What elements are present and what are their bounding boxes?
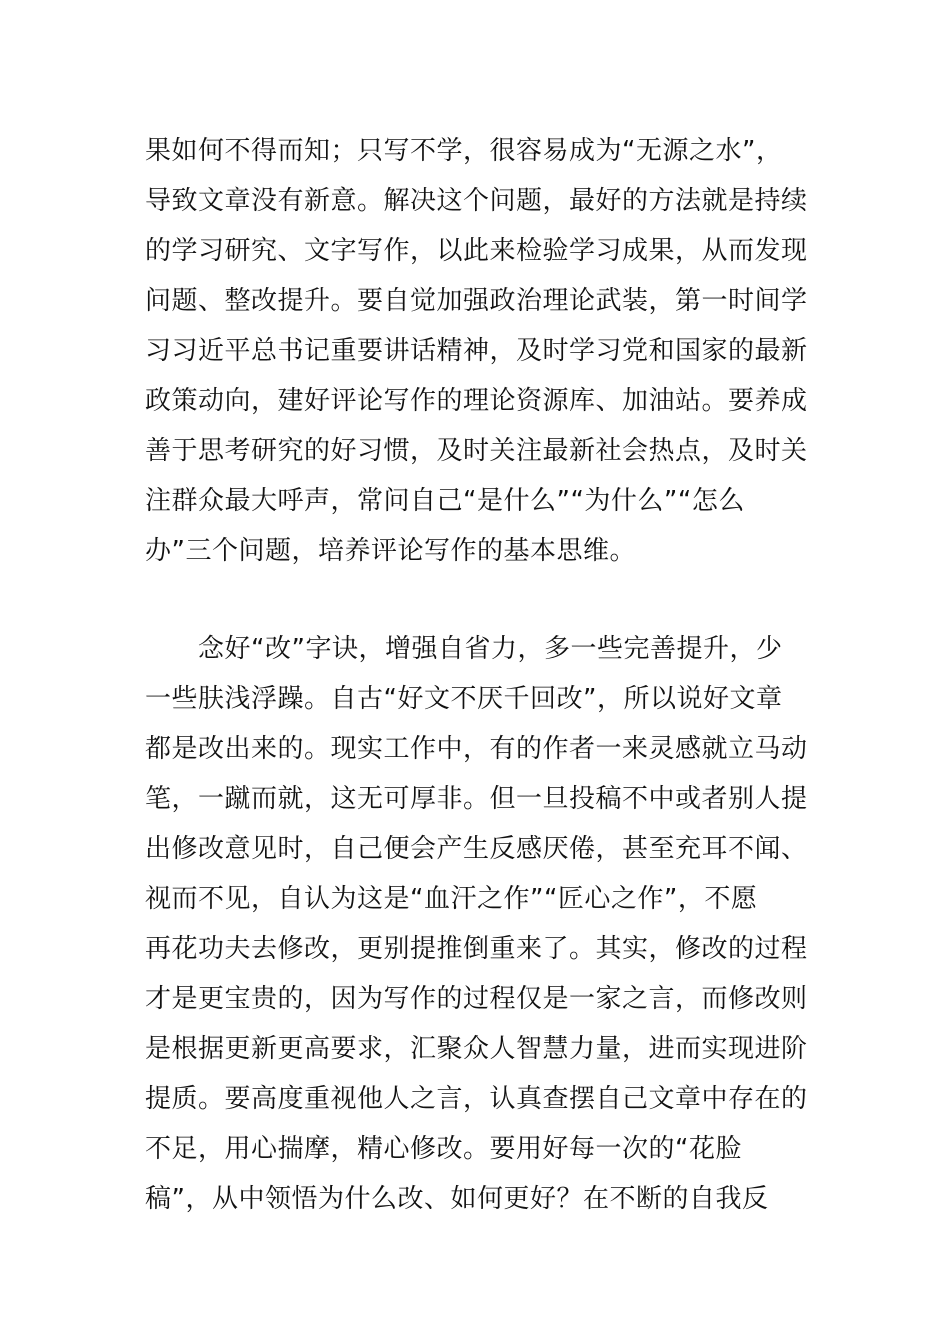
paragraph-line: 念好“改”字诀，增强自省力，多一些完善提升，少	[145, 634, 783, 664]
paragraph-line: 问题、整改提升。要自觉加强政治理论武装，第一时间学	[145, 286, 808, 316]
paragraph-2	[145, 624, 810, 1224]
paragraph-line: 导致文章没有新意。解决这个问题，最好的方法就是持续	[145, 186, 808, 216]
paragraph-line: 是根据更新更高要求，汇聚众人智慧力量，进而实现进阶	[145, 1034, 808, 1064]
paragraph-line: 果如何不得而知；只写不学，很容易成为“无源之水”，	[145, 136, 783, 166]
paragraph-line: 笔，一蹴而就，这无可厚非。但一旦投稿不中或者别人提	[145, 784, 808, 814]
paragraph-line: 提质。要高度重视他人之言，认真查摆自己文章中存在的	[145, 1084, 808, 1114]
paragraph-line: 习习近平总书记重要讲话精神，及时学习党和国家的最新	[145, 336, 808, 366]
paragraph-line: 的学习研究、文字写作，以此来检验学习成果，从而发现	[145, 236, 808, 266]
paragraph-1	[145, 126, 810, 576]
paragraph-line: 一些肤浅浮躁。自古“好文不厌千回改”，所以说好文章	[145, 684, 783, 714]
paragraph-line: 注群众最大呼声，常问自己“是什么”“为什么”“怎么	[145, 486, 745, 516]
paragraph-line: 政策动向，建好评论写作的理论资源库、加油站。要养成	[145, 386, 808, 416]
paragraph-line: 视而不见，自认为这是“血汗之作”“匠心之作”，不愿	[145, 884, 758, 914]
paragraph-line: 再花功夫去修改，更别提推倒重来了。其实，修改的过程	[145, 934, 808, 964]
paragraph-line: 办”三个问题，培养评论写作的基本思维。	[145, 536, 636, 566]
paragraph-line: 都是改出来的。现实工作中，有的作者一来灵感就立马动	[145, 734, 808, 764]
paragraph-line: 出修改意见时，自己便会产生反感厌倦，甚至充耳不闻、	[145, 834, 808, 864]
paragraph-line: 不足，用心揣摩，精心修改。要用好每一次的“花脸	[145, 1134, 742, 1164]
paragraph-line: 才是更宝贵的，因为写作的过程仅是一家之言，而修改则	[145, 984, 808, 1014]
paragraph-line: 稿”，从中领悟为什么改、如何更好？在不断的自我反	[145, 1184, 769, 1214]
paragraph-line: 善于思考研究的好习惯，及时关注最新社会热点，及时关	[145, 436, 808, 466]
